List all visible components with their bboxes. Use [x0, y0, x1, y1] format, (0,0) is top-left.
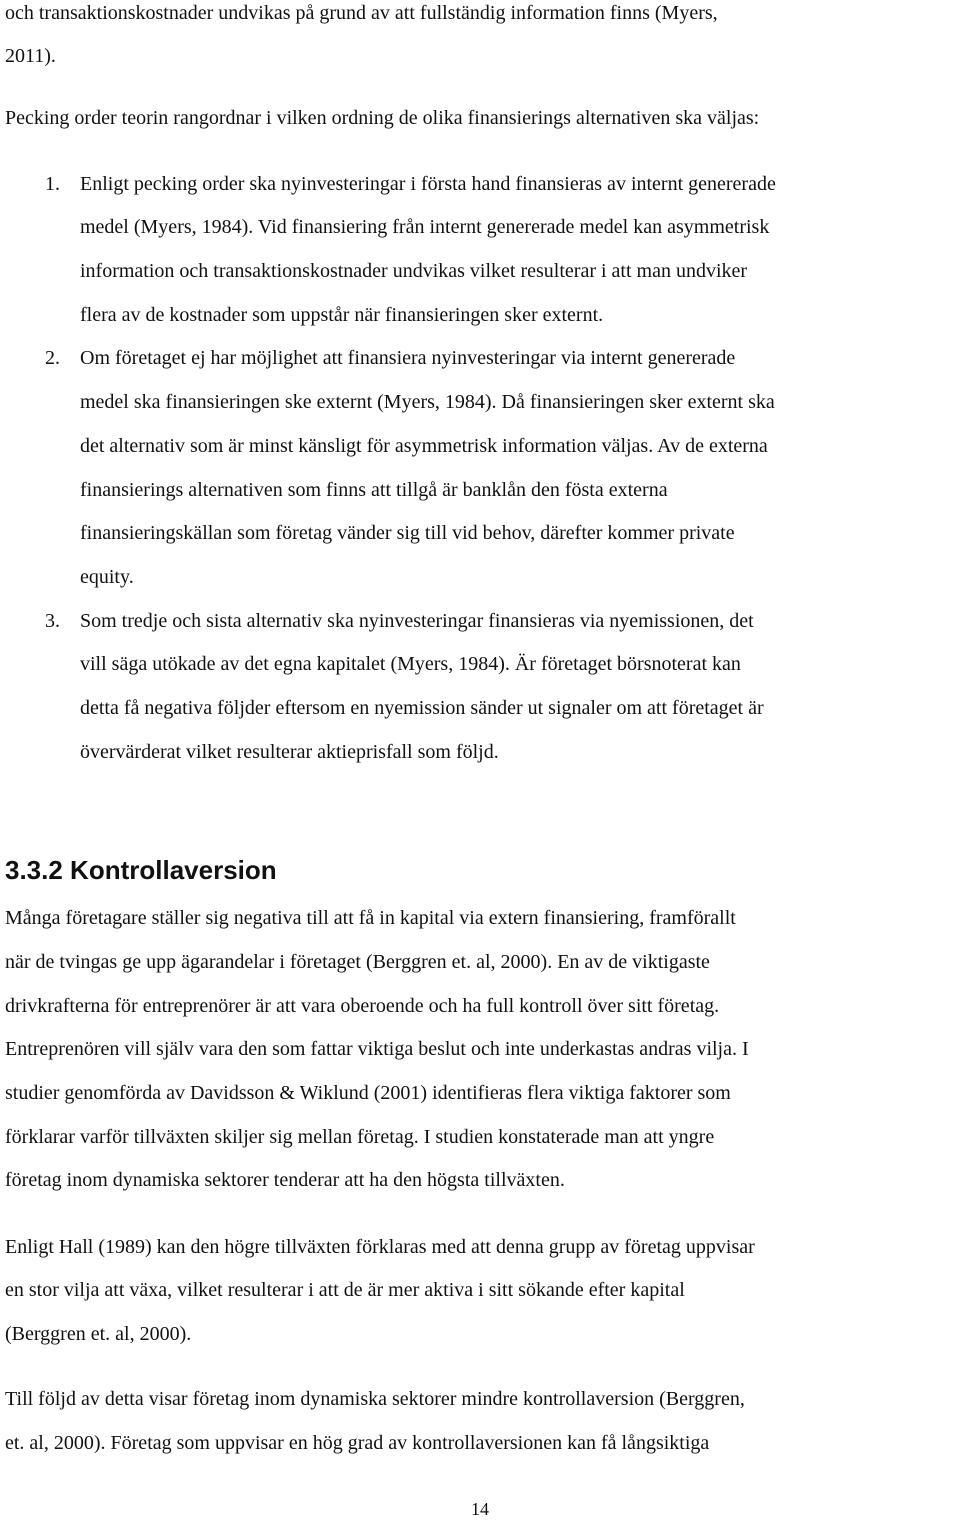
list-item-line: information och transaktionskostnader undvikas vilket resulterar i att man undviker: [80, 260, 748, 282]
paragraph-line: studier genomförda av Davidsson & Wiklund (2001) identifieras flera viktiga faktorer som: [5, 1082, 731, 1104]
paragraph-line: en stor vilja att växa, vilket resulterar i att de är mer aktiva i sitt sökande efter kapital: [5, 1279, 685, 1301]
list-item-line: finansierings alternativen som finns att tillgå är banklån den fösta externa: [80, 479, 668, 501]
paragraph-line: Entreprenören vill själv vara den som fattar viktiga beslut och inte underkastas andras vilja. I: [5, 1038, 749, 1060]
list-marker: 3.: [45, 610, 60, 632]
list-item-line: Som tredje och sista alternativ ska nyinvesteringar finansieras via nyemissionen, det: [80, 610, 754, 632]
list-item-line: detta få negativa följder eftersom en nyemission sänder ut signaler om att företaget är: [80, 697, 764, 719]
page-number: 14: [471, 1499, 489, 1519]
list-item-line: finansieringskällan som företag vänder sig till vid behov, därefter kommer private: [80, 522, 735, 544]
paragraph-line: när de tvingas ge upp ägarandelar i företaget (Berggren et. al, 2000). En av de viktigaste: [5, 951, 710, 973]
paragraph-line: Många företagare ställer sig negativa till att få in kapital via extern finansiering, framförallt: [5, 907, 736, 929]
list-item-line: det alternativ som är minst känsligt för asymmetrisk information väljas. Av de externa: [80, 435, 768, 457]
paragraph-line: et. al, 2000). Företag som uppvisar en hög grad av kontrollaversionen kan få långsiktiga: [5, 1432, 710, 1454]
list-item-line: vill säga utökade av det egna kapitalet (Myers, 1984). Är företaget börsnoterat kan: [80, 653, 741, 675]
paragraph-line: Till följd av detta visar företag inom dynamiska sektorer mindre kontrollaversion (Berggren,: [5, 1388, 745, 1410]
intro-line: Pecking order teorin rangordnar i vilken ordning de olika finansierings alternativen ska väljas:: [5, 107, 760, 129]
list-item-line: equity.: [80, 566, 134, 588]
intro-line: 2011).: [5, 45, 56, 67]
list-item-line: övervärderat vilket resulterar aktieprisfall som följd.: [80, 741, 499, 763]
list-item-line: Om företaget ej har möjlighet att finansiera nyinvesteringar via internt genererade: [80, 347, 736, 369]
intro-line: och transaktionskostnader undvikas på grund av att fullständig information finns (Myers,: [5, 2, 718, 24]
section-heading: 3.3.2 Kontrollaversion: [5, 855, 277, 885]
paragraph-line: Enligt Hall (1989) kan den högre tillväxten förklaras med att denna grupp av företag uppvisar: [5, 1236, 755, 1258]
paragraph-line: drivkrafterna för entreprenörer är att vara oberoende och ha full kontroll över sitt företag.: [5, 995, 720, 1017]
list-item-line: Enligt pecking order ska nyinvesteringar i första hand finansieras av internt genererade: [80, 173, 776, 195]
list-marker: 1.: [45, 173, 60, 195]
paragraph-line: företag inom dynamiska sektorer tenderar att ha den högsta tillväxten.: [5, 1169, 565, 1191]
paragraph-line: (Berggren et. al, 2000).: [5, 1323, 192, 1345]
list-item-line: flera av de kostnader som uppstår när finansieringen sker externt.: [80, 304, 604, 326]
paragraph-line: förklarar varför tillväxten skiljer sig mellan företag. I studien konstaterade man att yngre: [5, 1126, 715, 1148]
list-item-line: medel (Myers, 1984). Vid finansiering från internt genererade medel kan asymmetrisk: [80, 216, 770, 238]
list-item-line: medel ska finansieringen ske externt (Myers, 1984). Då finansieringen sker externt ska: [80, 391, 775, 413]
list-marker: 2.: [45, 347, 60, 369]
